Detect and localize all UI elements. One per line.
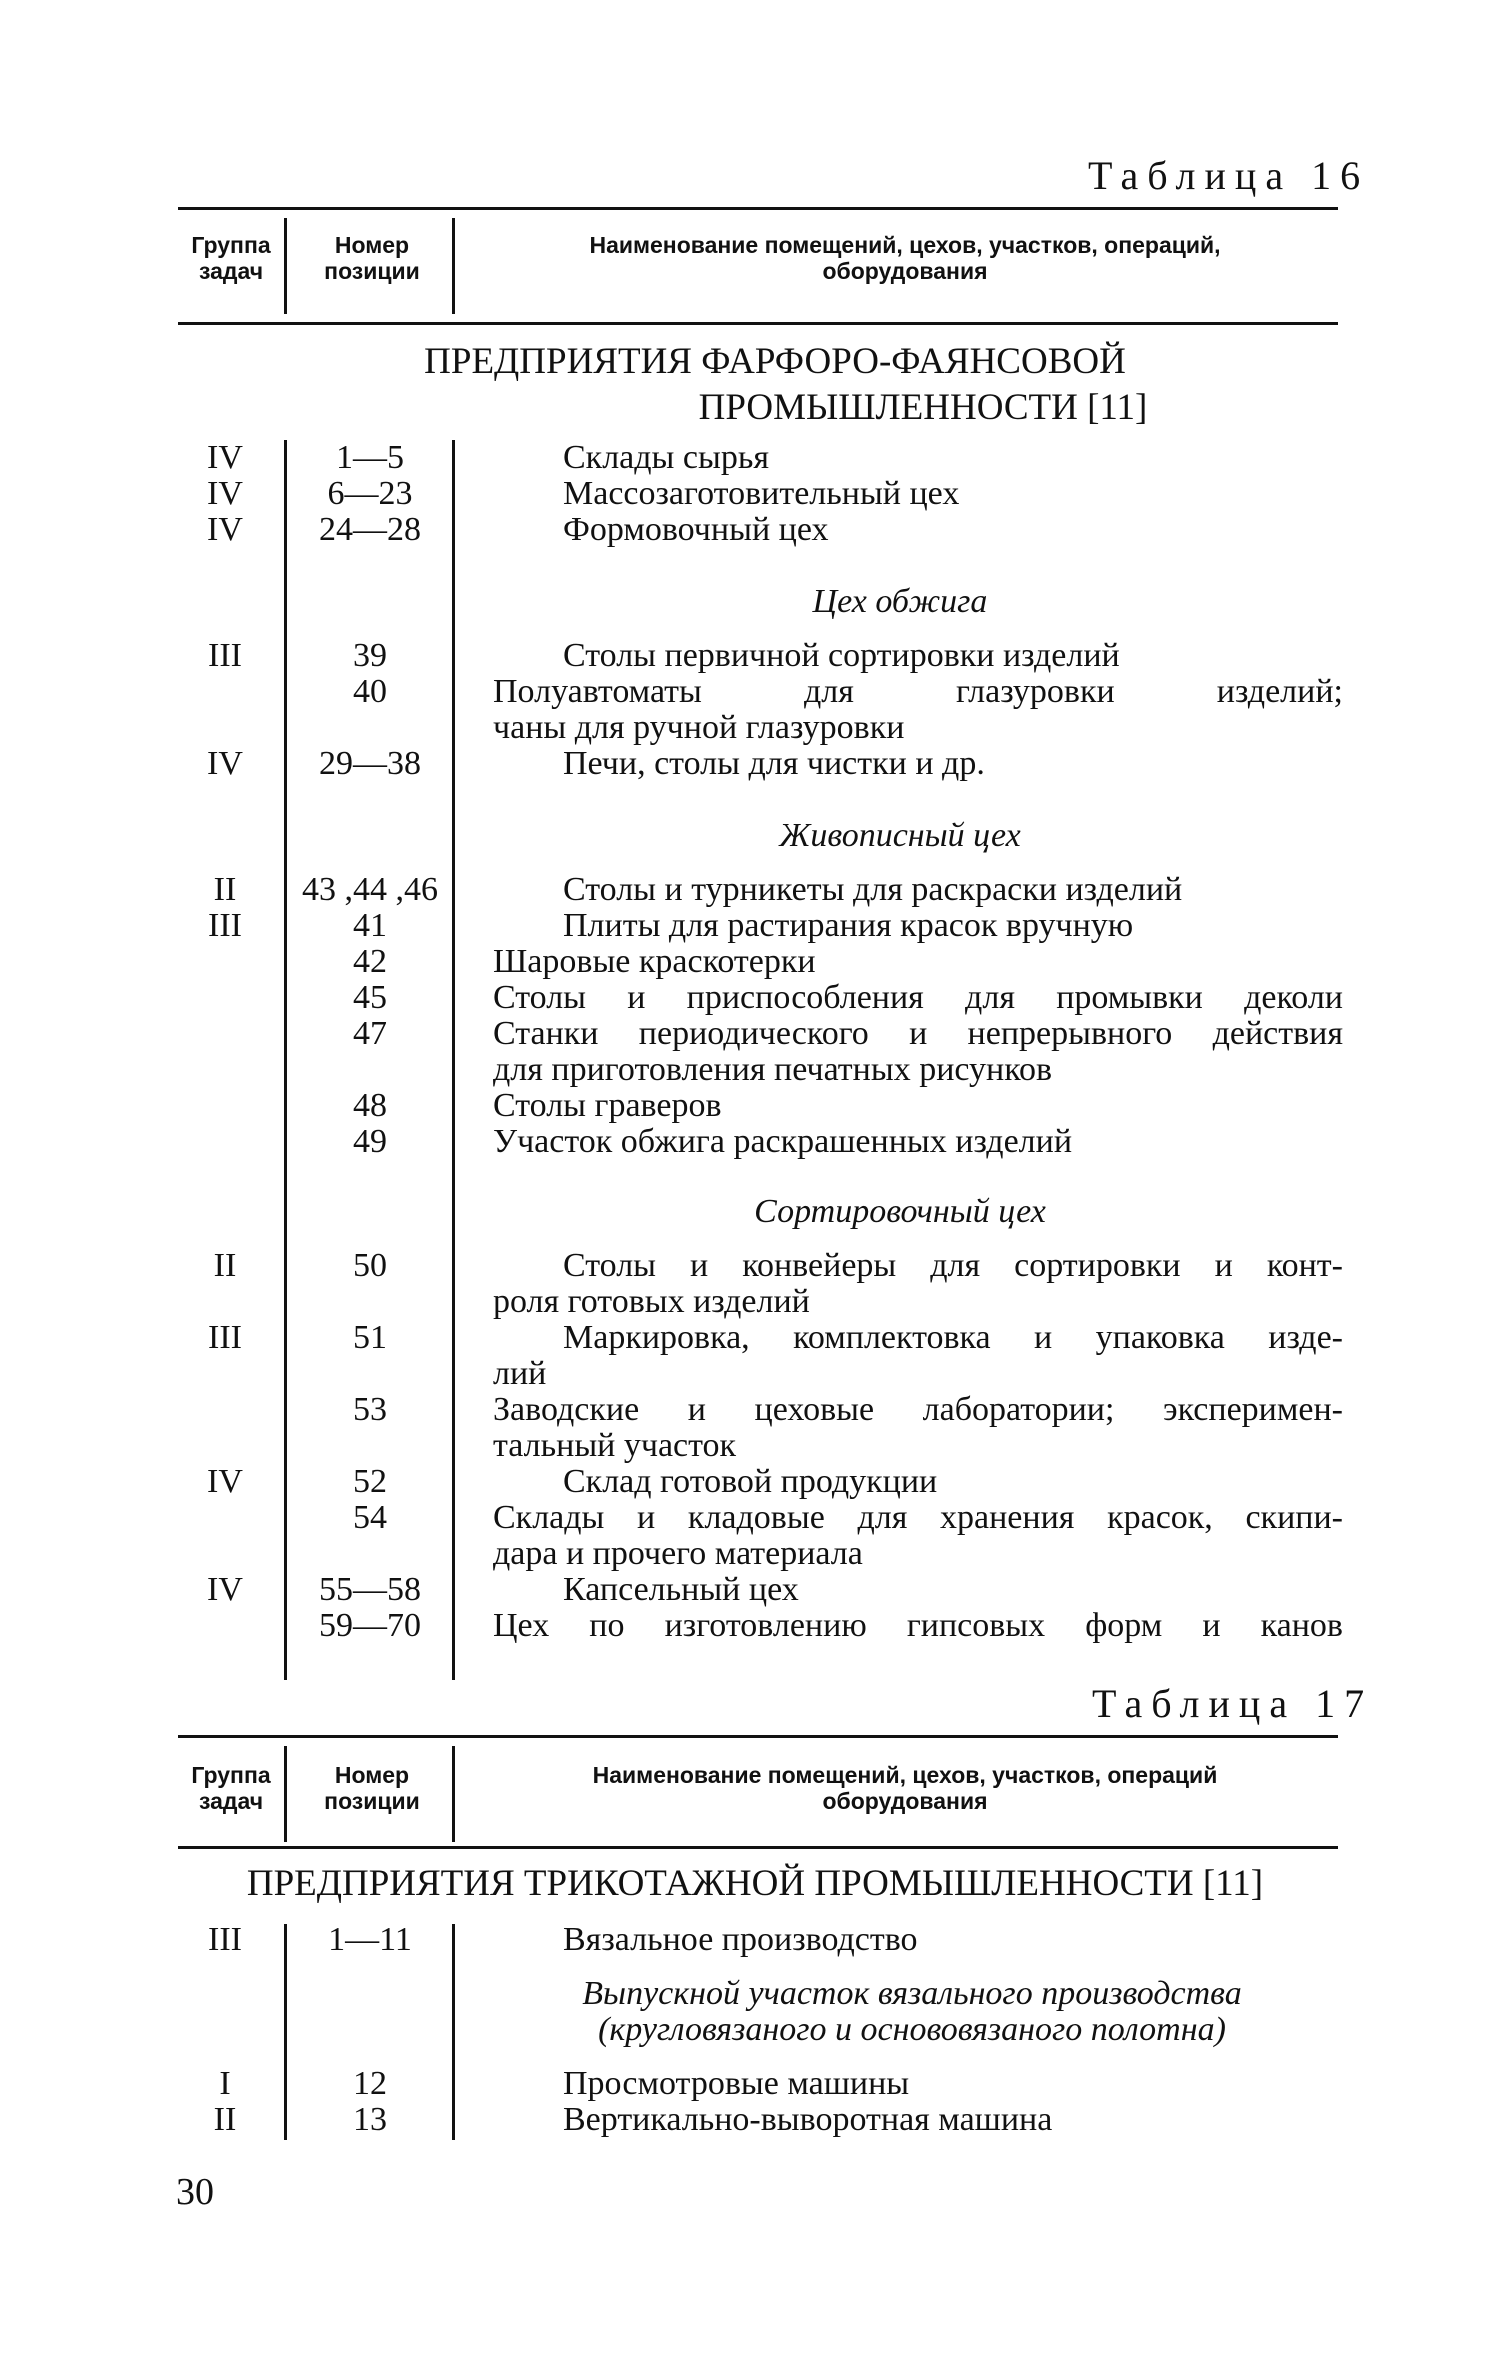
name-cell: Склады сырья — [563, 439, 769, 476]
position-cell: 1—11 — [328, 1921, 412, 1958]
column-rule — [284, 218, 287, 314]
name-cell: для приготовления печатных рисунков — [493, 1051, 1053, 1088]
column-rule — [452, 1746, 455, 1842]
position-cell: 24—28 — [319, 511, 421, 548]
position-cell: 51 — [353, 1319, 387, 1356]
group-cell: IV — [207, 1463, 243, 1500]
column-rule — [452, 218, 455, 314]
position-cell: 54 — [353, 1499, 387, 1536]
position-cell: 45 — [353, 979, 387, 1016]
table-row — [0, 1922, 1500, 1958]
subheading: Сортировочный цех — [754, 1193, 1046, 1230]
position-cell: 53 — [353, 1391, 387, 1428]
position-cell: 52 — [353, 1463, 387, 1500]
position-cell: 42 — [353, 943, 387, 980]
table-row — [0, 1392, 1500, 1428]
table-16-section-title-line1: ПРЕДПРИЯТИЯ ФАРФОРО-ФАЯНСОВОЙ — [424, 341, 1126, 382]
table-17-caption: Таблица 17 — [1092, 1681, 1374, 1726]
position-cell: 6—23 — [327, 475, 413, 512]
table-16-caption: Таблица 16 — [1088, 153, 1370, 198]
header-text: Номер — [334, 232, 410, 258]
header-text: позиции — [324, 258, 420, 284]
group-cell: IV — [207, 475, 243, 512]
table-row — [0, 1500, 1500, 1536]
table-row — [0, 944, 1500, 980]
position-cell: 41 — [353, 907, 387, 944]
subheading: (кругловязаного и основовязаного полотна) — [598, 2011, 1226, 2048]
group-cell: II — [213, 871, 237, 908]
name-cell: роля готовых изделий — [493, 1283, 810, 1320]
name-cell: Вертикально-выворотная машина — [563, 2101, 1053, 2138]
name-cell: Склады и кладовые для хранения красок, скипи- — [493, 1499, 1343, 1536]
table-17-top-rule — [178, 1735, 1338, 1738]
table-16-header-group — [176, 232, 286, 284]
name-cell: тальный участок — [493, 1427, 737, 1464]
position-cell: 40 — [353, 673, 387, 710]
subheading: Выпускной участок вязального производства — [582, 1975, 1242, 2012]
group-cell: III — [208, 637, 242, 674]
table-row — [0, 1572, 1500, 1608]
name-cell: Массозаготовительный цех — [563, 475, 960, 512]
header-text: задач — [198, 258, 264, 284]
name-cell: Плиты для растирания красок вручную — [563, 907, 1134, 944]
header-text: Группа — [191, 1762, 271, 1788]
name-cell: Столы граверов — [493, 1087, 722, 1124]
name-cell: лий — [493, 1355, 547, 1392]
table-row — [0, 1428, 1500, 1464]
header-text: задач — [198, 1788, 264, 1814]
name-cell: дара и прочего материала — [493, 1535, 863, 1572]
position-cell: 43 ,44 ,46 — [302, 871, 438, 908]
name-cell: Столы и конвейеры для сортировки и конт- — [563, 1247, 1343, 1284]
table-17-header-rule — [178, 1846, 1338, 1849]
table-row — [0, 1052, 1500, 1088]
group-cell: II — [213, 1247, 237, 1284]
header-text: позиции — [324, 1788, 420, 1814]
table-16-top-rule — [178, 207, 1338, 210]
table-row — [0, 512, 1500, 548]
name-cell: Шаровые краскотерки — [493, 943, 816, 980]
table-row — [0, 980, 1500, 1016]
group-cell: III — [208, 1319, 242, 1356]
name-cell: Просмотровые машины — [563, 2065, 910, 2102]
table-row — [0, 908, 1500, 944]
position-cell: 49 — [353, 1123, 387, 1160]
header-text: Группа — [191, 232, 271, 258]
page-number: 30 — [176, 2171, 214, 2213]
table-row — [0, 1016, 1500, 1052]
table-row — [0, 1124, 1500, 1160]
position-cell: 50 — [353, 1247, 387, 1284]
group-cell: IV — [207, 1571, 243, 1608]
name-cell: Станки периодического и непрерывного действия — [493, 1015, 1343, 1052]
table-16-header-rule — [178, 322, 1338, 325]
table-row — [0, 674, 1500, 710]
table-row — [0, 746, 1500, 782]
table-16-header-name — [470, 232, 1340, 284]
group-cell: IV — [207, 511, 243, 548]
table-17-header-name — [470, 1762, 1340, 1814]
table-row — [0, 2066, 1500, 2102]
table-row — [0, 1248, 1500, 1284]
table-row — [0, 1088, 1500, 1124]
subheading: Живописный цех — [779, 817, 1021, 854]
position-cell: 59—70 — [319, 1607, 421, 1644]
position-cell: 12 — [353, 2065, 387, 2102]
column-rule — [284, 1746, 287, 1842]
name-cell: Формовочный цех — [563, 511, 829, 548]
table-17-header-group — [176, 1762, 286, 1814]
table-row — [0, 1356, 1500, 1392]
name-cell: Столы и турникеты для раскраски изделий — [563, 871, 1183, 908]
table-row — [0, 440, 1500, 476]
position-cell: 55—58 — [319, 1571, 421, 1608]
name-cell: чаны для ручной глазуровки — [493, 709, 905, 746]
table-16-header-position — [292, 232, 452, 284]
table-row — [0, 1536, 1500, 1572]
table-row — [0, 1320, 1500, 1356]
name-cell: Склад готовой продукции — [563, 1463, 938, 1500]
name-cell: Столы и приспособления для промывки деколи — [493, 979, 1343, 1016]
group-cell: IV — [207, 745, 243, 782]
name-cell: Цех по изготовлению гипсовых форм и канов — [493, 1607, 1343, 1644]
header-text: Наименование помещений, цехов, участков, операций — [592, 1762, 1218, 1788]
position-cell: 39 — [353, 637, 387, 674]
name-cell: Вязальное производство — [563, 1921, 918, 1958]
group-cell: I — [219, 2065, 231, 2102]
header-text: оборудования — [822, 258, 988, 284]
table-row — [0, 710, 1500, 746]
table-row — [0, 638, 1500, 674]
name-cell: Заводские и цеховые лаборатории; эксперимен- — [493, 1391, 1343, 1428]
position-cell: 48 — [353, 1087, 387, 1124]
table-row — [0, 476, 1500, 512]
group-cell: II — [213, 2101, 237, 2138]
position-cell: 29—38 — [319, 745, 421, 782]
name-cell: Столы первичной сортировки изделий — [563, 637, 1120, 674]
header-text: Номер — [334, 1762, 410, 1788]
position-cell: 47 — [353, 1015, 387, 1052]
name-cell: Печи, столы для чистки и др. — [563, 745, 985, 782]
table-17-header-position — [292, 1762, 452, 1814]
name-cell: Капсельный цех — [563, 1571, 799, 1608]
table-16-section-title-line2: ПРОМЫШЛЕННОСТИ [11] — [698, 387, 1148, 428]
group-cell: III — [208, 907, 242, 944]
table-row — [0, 1608, 1500, 1644]
table-row — [0, 1284, 1500, 1320]
name-cell: Маркировка, комплектовка и упаковка изде- — [563, 1319, 1343, 1356]
table-row — [0, 872, 1500, 908]
table-row — [0, 2102, 1500, 2138]
subheading: Цех обжига — [812, 583, 988, 620]
name-cell: Полуавтоматы для глазуровки изделий; — [493, 673, 1343, 710]
position-cell: 13 — [353, 2101, 387, 2138]
position-cell: 1—5 — [336, 439, 404, 476]
table-row — [0, 1464, 1500, 1500]
group-cell: III — [208, 1921, 242, 1958]
table-17-section-title: ПРЕДПРИЯТИЯ ТРИКОТАЖНОЙ ПРОМЫШЛЕННОСТИ [11] — [246, 1863, 1264, 1904]
header-text: оборудования — [822, 1788, 988, 1814]
name-cell: Участок обжига раскрашенных изделий — [493, 1123, 1073, 1160]
group-cell: IV — [207, 439, 243, 476]
header-text: Наименование помещений, цехов, участков, операций, — [589, 232, 1221, 258]
